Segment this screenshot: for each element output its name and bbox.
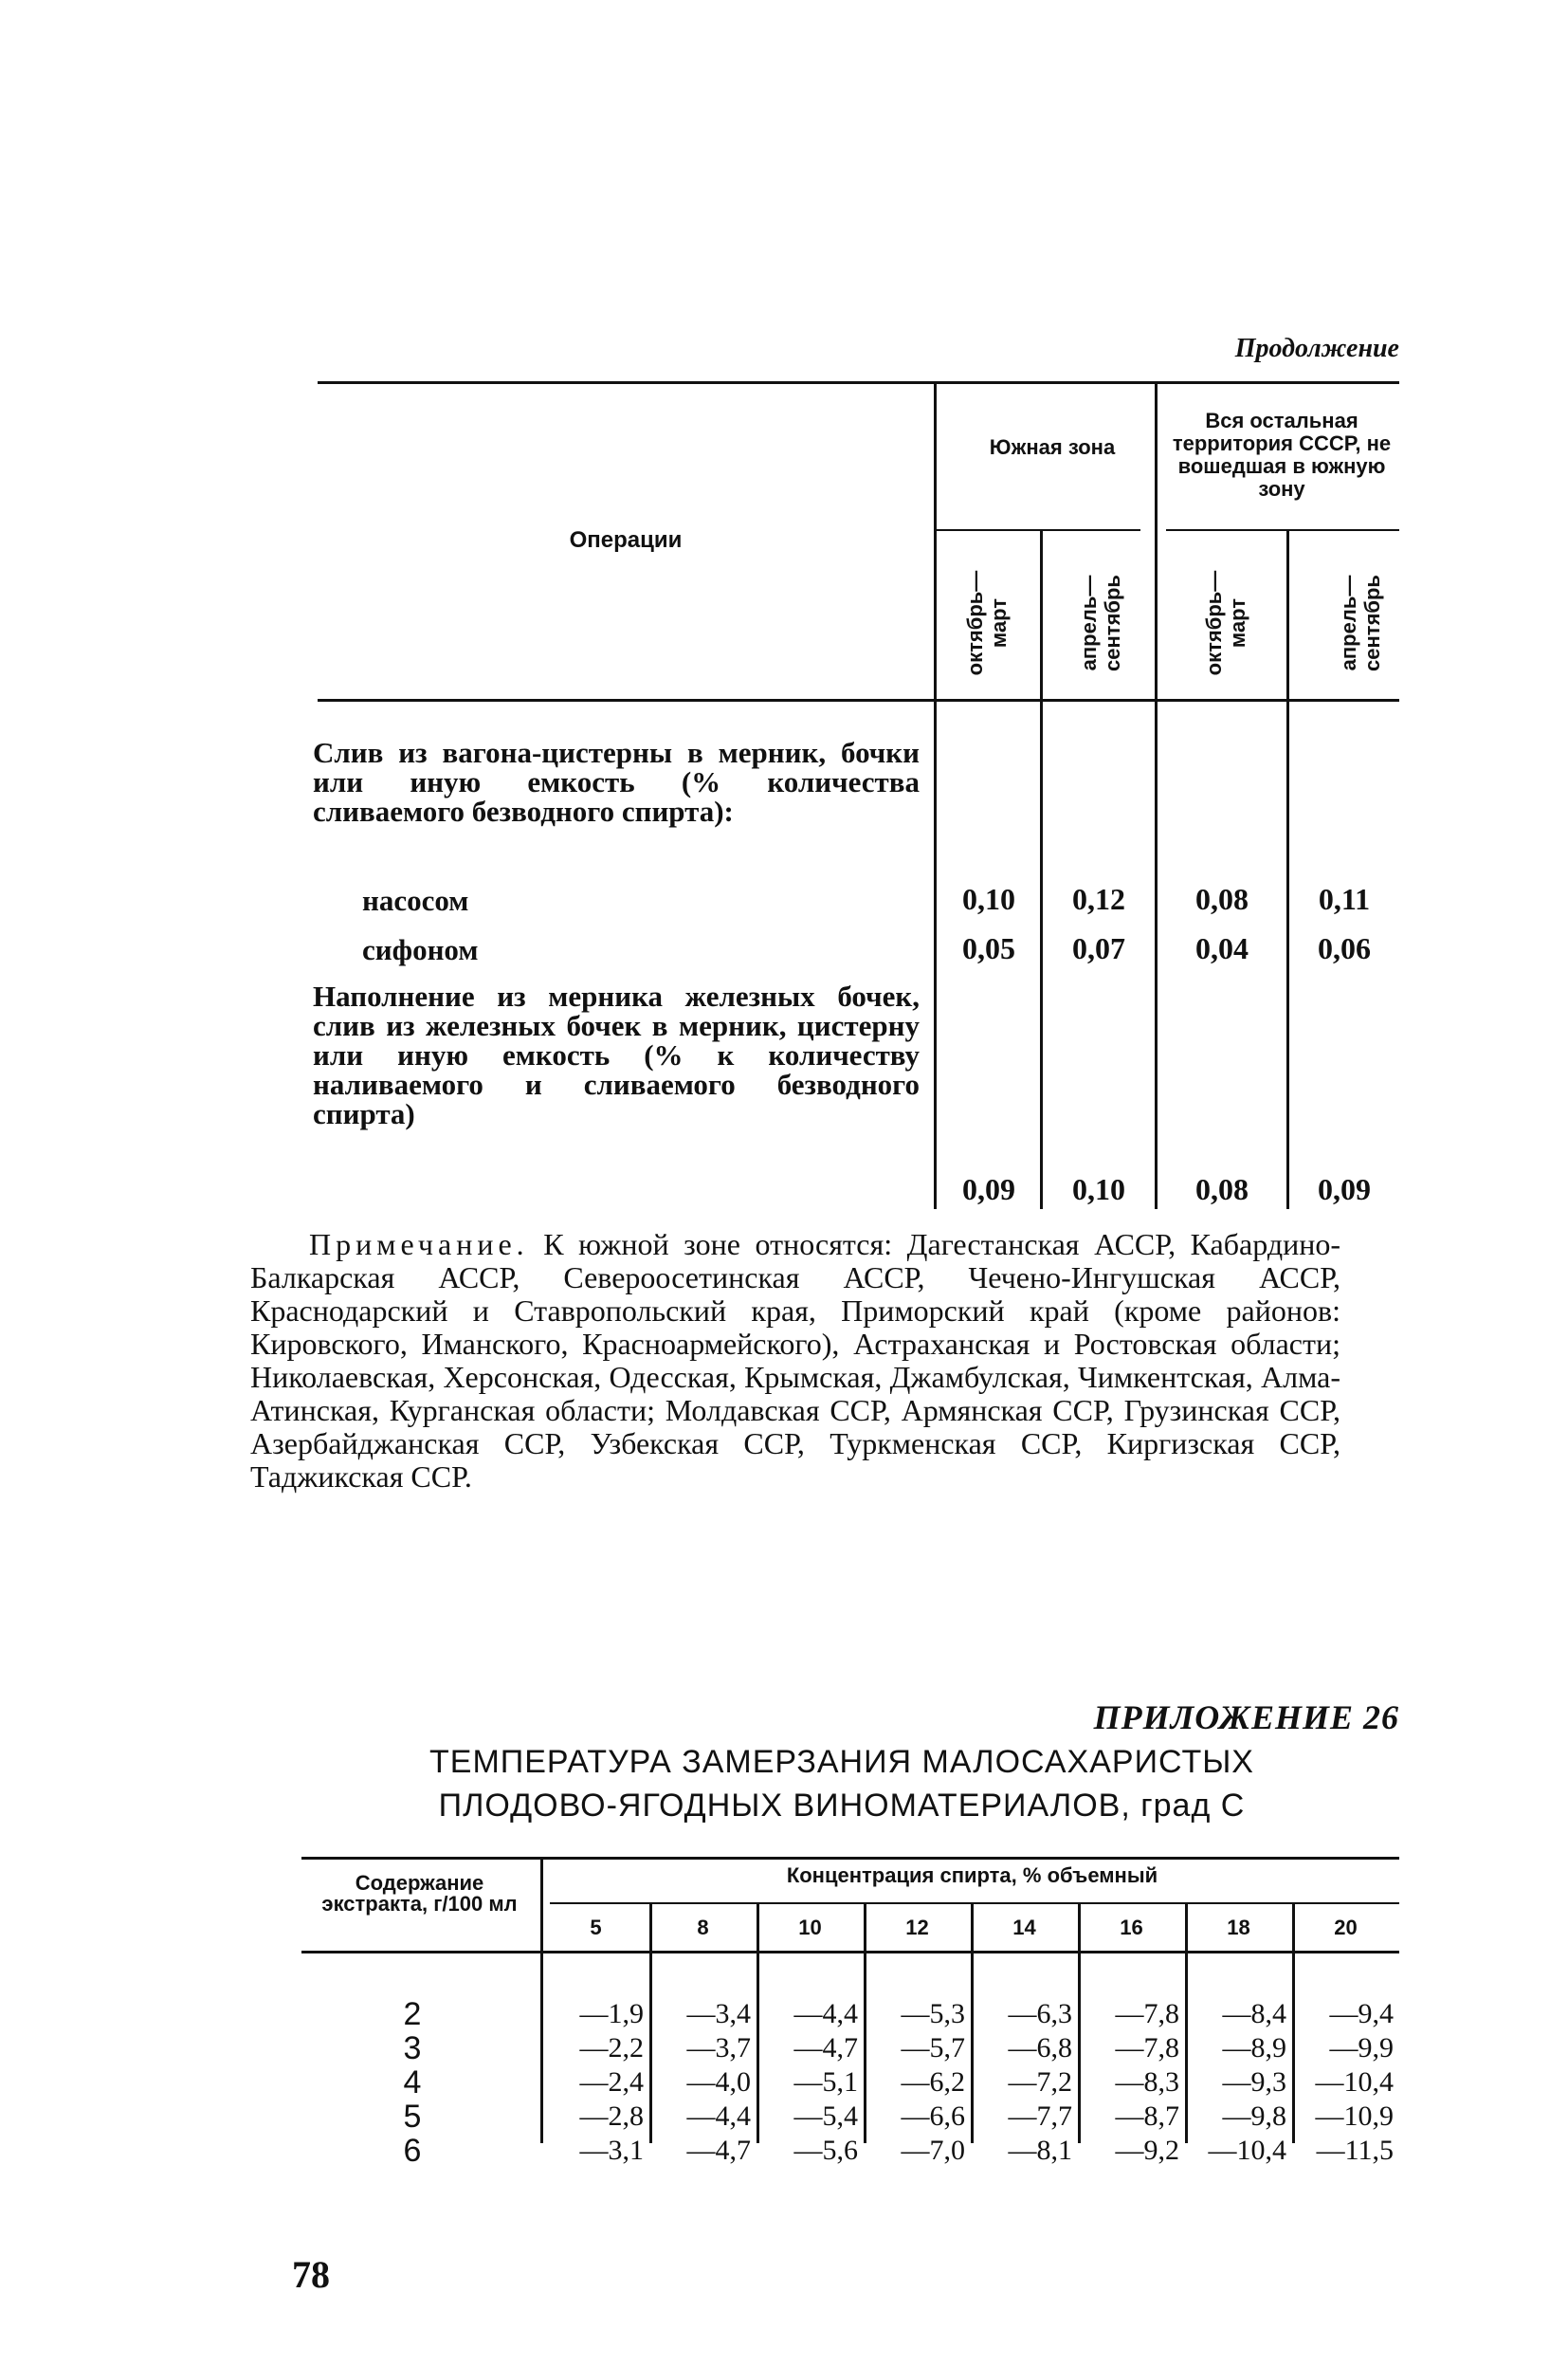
table-vline-3 [1155, 384, 1158, 1209]
south-zone-header: Южная зона [989, 435, 1116, 459]
appendix-caption-line2: ПЛОДОВО-ЯГОДНЫХ ВИНОМАТЕРИАЛОВ, град С [438, 1788, 1246, 1824]
note-lead: Примечание. [309, 1227, 529, 1261]
freeze-cell: —3,4 [686, 1998, 751, 2029]
freeze-cell: —4,7 [793, 2032, 858, 2063]
siphon-south-oct-mar: 0,05 [962, 931, 1015, 965]
freeze-cell: —6,3 [1008, 1998, 1072, 2029]
appendix-caption-line1: ТЕМПЕРАТУРА ЗАМЕРЗАНИЯ МАЛОСАХАРИСТЫХ [429, 1744, 1254, 1780]
freeze-cell: —8,3 [1115, 2066, 1179, 2098]
siphon-rest-apr-sep: 0,06 [1318, 931, 1371, 965]
south-apr-sep-header: апрель— сентябрь [1077, 575, 1124, 671]
freeze-conc-rule [550, 1902, 1399, 1904]
freeze-cell: —10,4 [1315, 2066, 1394, 2098]
concentration-col-10: 10 [798, 1916, 822, 1939]
table-vline-2 [1040, 531, 1043, 1209]
concentration-col-14: 14 [1012, 1916, 1036, 1939]
table-header-rule [318, 699, 1399, 702]
rest-subheader-rule [1166, 529, 1399, 531]
freeze-cell: —6,8 [1008, 2032, 1072, 2063]
freeze-cell: —2,4 [579, 2066, 644, 2098]
freeze-cell: —7,8 [1115, 1998, 1179, 2029]
note-text: К южной зоне относятся: Дагестанская АССР, Кабардино-Балкарская АССР, Североосетинская АССР, Чечено-Ингушская АССР, Краснодарский и Ставропольский края, Приморский край (кроме районов: Кировского, Иманского, Красноармейского), Астраханская и Ростовская области; Николаевская, Херсонская, Одесская, Крымская, Джамбулская, Чимкентская, Алма-Атинская, Курганская области; Молдавская ССР, Армянская ССР, Грузинская ССР, Азербайджанская ССР, Узбекская ССР, Туркменская ССР, Киргизская ССР, Таджикская ССР. [250, 1227, 1341, 1494]
freeze-cell: —9,9 [1329, 2032, 1394, 2063]
concentration-col-5: 5 [590, 1916, 602, 1939]
operation-drain-tank: Слив из вагона-цистерны в мерник, бочки или иную емкость (% количества сливаемого безводного спирта): [313, 736, 920, 828]
siphon-rest-oct-mar: 0,04 [1195, 931, 1249, 965]
freeze-cell: —10,9 [1315, 2100, 1394, 2132]
freeze-cell: —8,9 [1222, 2032, 1286, 2063]
freeze-cell: —4,4 [793, 1998, 858, 2029]
concentration-col-16: 16 [1120, 1916, 1143, 1939]
freeze-cell: —6,2 [901, 2066, 965, 2098]
freeze-cell: —7,7 [1008, 2100, 1072, 2132]
operation-pump: насосом [362, 884, 469, 917]
freeze-cell: —9,4 [1329, 1998, 1394, 2029]
operations-header: Операции [569, 527, 683, 553]
concentration-col-8: 8 [697, 1916, 709, 1939]
table-vline-4 [1286, 531, 1289, 1209]
freeze-cell: —5,4 [793, 2100, 858, 2132]
freeze-cell: —7,0 [901, 2135, 965, 2166]
freeze-cell: —8,1 [1008, 2135, 1072, 2166]
pump-south-oct-mar: 0,10 [962, 882, 1015, 916]
fill-rest-apr-sep: 0,09 [1318, 1172, 1371, 1206]
concentration-header: Концентрация спирта, % объемный [786, 1863, 1158, 1887]
extract-header: Содержание экстракта, г/100 мл [321, 1871, 518, 1916]
freeze-cell: —9,8 [1222, 2100, 1286, 2132]
operation-siphon: сифоном [362, 933, 479, 966]
concentration-col-20: 20 [1334, 1916, 1358, 1939]
freeze-cell: —10,4 [1208, 2135, 1286, 2166]
note-paragraph [250, 1228, 1340, 1494]
freeze-cell: —9,3 [1222, 2066, 1286, 2098]
freeze-cell: —8,4 [1222, 1998, 1286, 2029]
extract-row-label: 2 [403, 1996, 422, 2032]
page-number: 78 [292, 2253, 330, 2296]
rest-apr-sep-header: апрель— сентябрь [1337, 575, 1384, 671]
table-top-rule [318, 381, 1399, 384]
appendix-caption [284, 1740, 1399, 1827]
freeze-cell: —4,4 [686, 2100, 751, 2132]
freeze-cell: —4,7 [686, 2135, 751, 2166]
extract-row-label: 5 [403, 2099, 422, 2135]
pump-rest-apr-sep: 0,11 [1318, 882, 1371, 916]
freeze-cell: —5,7 [901, 2032, 965, 2063]
freeze-cell: —8,7 [1115, 2100, 1179, 2132]
freeze-cell: —1,9 [579, 1998, 644, 2029]
pump-rest-oct-mar: 0,08 [1195, 882, 1249, 916]
operation-fill-barrels: Наполнение из мерника железных бочек, слив из железных бочек в мерник, цистерну или иную емкость (% к количеству наливаемого и сливаемого безводного спирта) [313, 980, 920, 1130]
fill-rest-oct-mar: 0,08 [1195, 1172, 1249, 1206]
rest-territory-header: Вся остальная территория СССР, не вошедшая в южную зону [1172, 409, 1392, 501]
freeze-cell: —7,2 [1008, 2066, 1072, 2098]
freeze-cell: —6,6 [901, 2100, 965, 2132]
freeze-cell: —2,2 [579, 2032, 644, 2063]
freeze-cell: —5,3 [901, 1998, 965, 2029]
concentration-col-18: 18 [1227, 1916, 1250, 1939]
extract-row-label: 3 [403, 2030, 422, 2066]
freeze-cell: —11,5 [1316, 2135, 1394, 2166]
freeze-cell: —5,6 [793, 2135, 858, 2166]
freeze-cell: —4,0 [686, 2066, 751, 2098]
rest-oct-mar-header: октябрь— март [1202, 570, 1249, 676]
table-vline-1 [934, 384, 937, 1209]
continuation-label: Продолжение [1234, 334, 1399, 363]
south-subheader-rule [934, 529, 1140, 531]
freeze-header-rule [301, 1951, 1399, 1953]
extract-row-label: 4 [403, 2064, 422, 2100]
fill-south-apr-sep: 0,10 [1072, 1172, 1125, 1206]
freeze-cell: —3,1 [579, 2135, 644, 2166]
freeze-table-top-rule [301, 1857, 1399, 1860]
freeze-cell: —9,2 [1115, 2135, 1179, 2166]
freeze-cell: —3,7 [686, 2032, 751, 2063]
siphon-south-apr-sep: 0,07 [1072, 931, 1125, 965]
appendix-title: ПРИЛОЖЕНИЕ 26 [1093, 1698, 1399, 1736]
south-oct-mar-header: октябрь— март [963, 570, 1011, 676]
freeze-cell: —5,1 [793, 2066, 858, 2098]
pump-south-apr-sep: 0,12 [1072, 882, 1125, 916]
extract-row-label: 6 [403, 2133, 422, 2169]
fill-south-oct-mar: 0,09 [962, 1172, 1015, 1206]
concentration-col-12: 12 [905, 1916, 929, 1939]
freeze-cell: —2,8 [579, 2100, 644, 2132]
freeze-cell: —7,8 [1115, 2032, 1179, 2063]
